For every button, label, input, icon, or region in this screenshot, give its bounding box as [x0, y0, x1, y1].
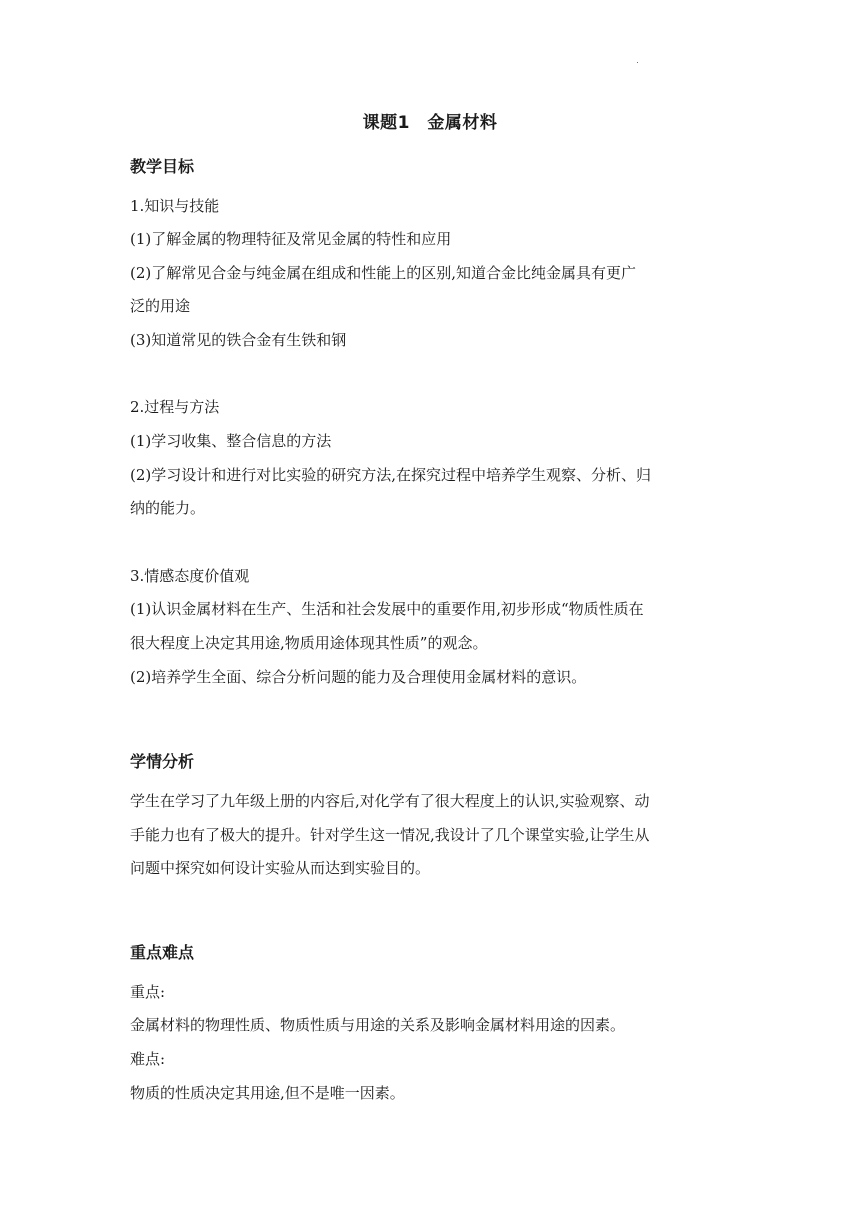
analysis-line: 手能力也有了极大的提升。针对学生这一情况,我设计了几个课堂实验,让学生从 [130, 826, 650, 844]
process-item: (2)学习设计和进行对比实验的研究方法,在探究过程中培养学生观察、分析、归 [130, 466, 652, 484]
knowledge-item: (1)了解金属的物理特征及常见金属的特性和应用 [130, 230, 452, 248]
analysis-heading: 学情分析 [130, 752, 195, 771]
knowledge-label: 1.知识与技能 [130, 197, 220, 215]
process-item: (1)学习收集、整合信息的方法 [130, 432, 332, 450]
analysis-line: 问题中探究如何设计实验从而达到实验目的。 [130, 859, 431, 877]
knowledge-item: (3)知道常见的铁合金有生铁和钢 [130, 331, 347, 349]
key-text: 金属材料的物理性质、物质性质与用途的关系及影响金属材料用途的因素。 [130, 1016, 626, 1034]
process-item: 纳的能力。 [130, 499, 206, 517]
key-label: 重点: [130, 983, 166, 1001]
page-title: 课题1 金属材料 [362, 113, 498, 133]
emotion-label: 3.情感态度价值观 [130, 567, 250, 585]
knowledge-item: 泛的用途 [130, 297, 191, 315]
emotion-item: (2)培养学生全面、综合分析问题的能力及合理使用金属材料的意识。 [130, 668, 587, 686]
objectives-heading: 教学目标 [130, 157, 195, 176]
page-mark: · [636, 57, 639, 67]
difficulty-label: 难点: [130, 1050, 166, 1068]
process-label: 2.过程与方法 [130, 398, 220, 416]
knowledge-item: (2)了解常见合金与纯金属在组成和性能上的区别,知道合金比纯金属具有更广 [130, 264, 637, 282]
emotion-item: (1)认识金属材料在生产、生活和社会发展中的重要作用,初步形成“物质性质在 [130, 600, 644, 618]
analysis-line: 学生在学习了九年级上册的内容后,对化学有了很大程度上的认识,实验观察、动 [130, 792, 650, 810]
emotion-item: 很大程度上决定其用途,物质用途体现其性质”的观念。 [130, 634, 488, 652]
key-points-heading: 重点难点 [130, 943, 195, 962]
difficulty-text: 物质的性质决定其用途,但不是唯一因素。 [130, 1084, 405, 1102]
